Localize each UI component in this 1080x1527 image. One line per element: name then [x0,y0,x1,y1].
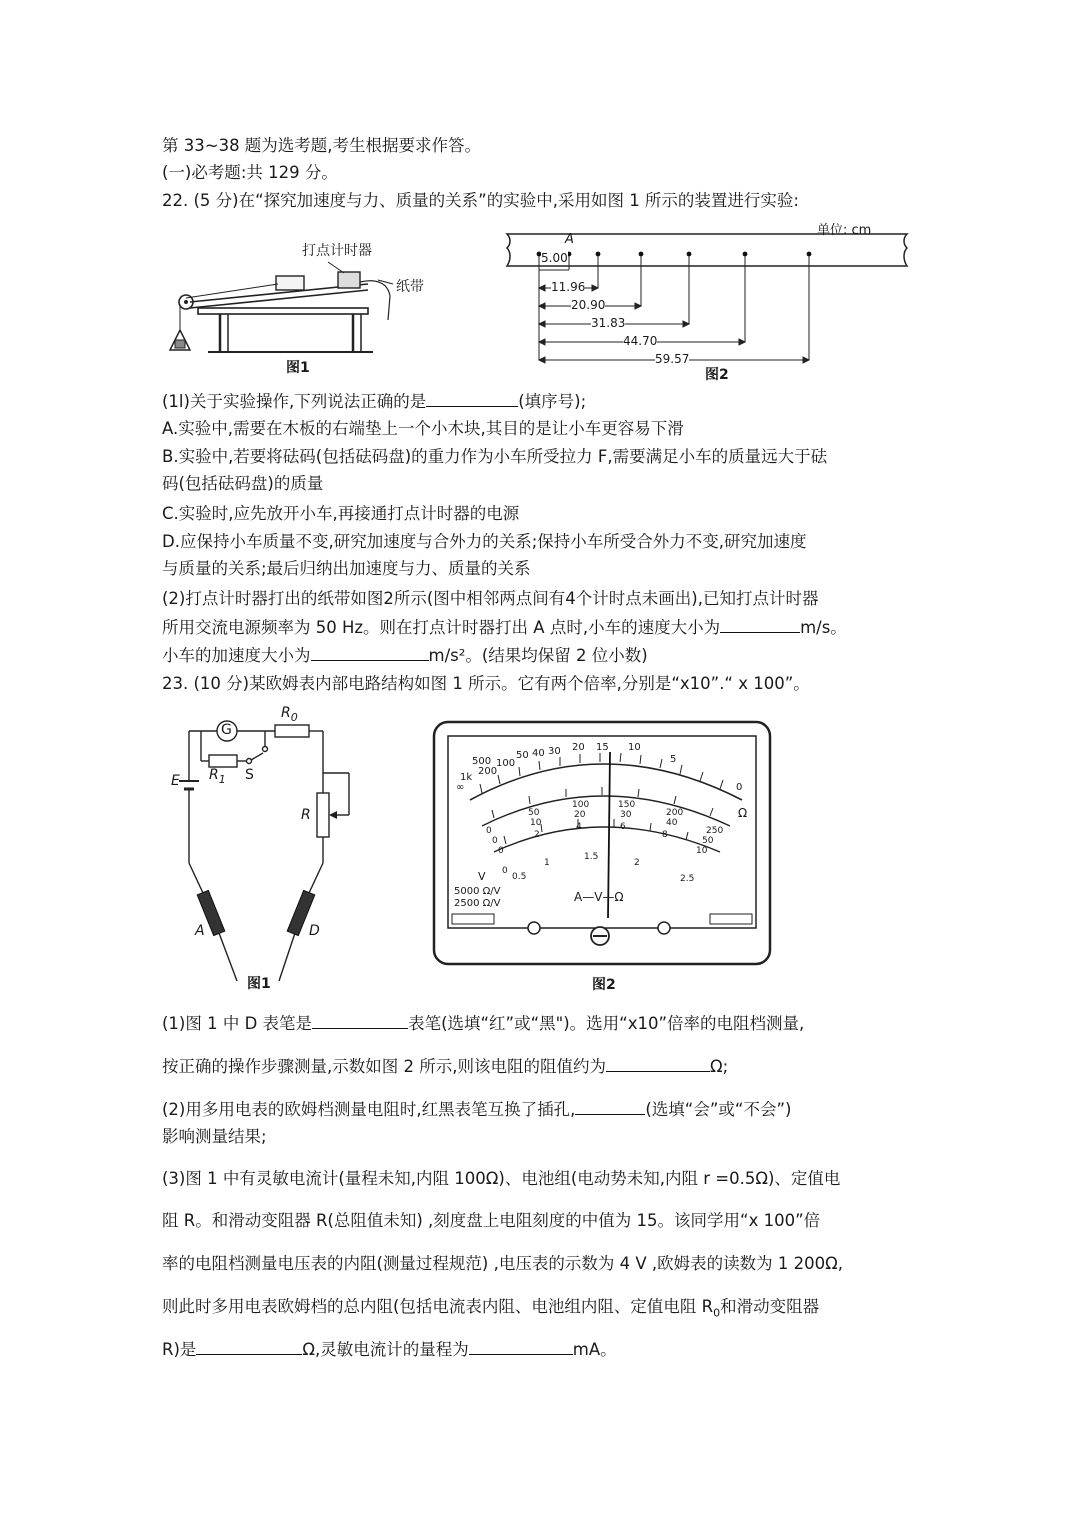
q22-p2-line-2 [162,616,847,639]
r1-letter: R [209,767,219,783]
tape-unit: 单位: cm [817,223,872,238]
q23-p3-text-c: R)是 [162,1340,197,1359]
q22-p1 [162,390,586,413]
point-a-label: A [565,232,574,247]
q23-p1-text-b: 表笔(选填“红”或“黑")。选用“x10”倍率的电阻档测量, [408,1014,805,1033]
probe-d-label: D [309,923,320,939]
mid2-tick-50: 50 [702,836,714,846]
ohm-tick-1k: 1k [460,772,473,783]
answer-blank-q23-3[interactable] [575,1098,645,1115]
dc-mark: V [478,870,486,883]
mid-tick-0: 0 [486,826,492,836]
q23-p3-text-e: mA。 [572,1340,617,1359]
ohm-tick-200: 200 [478,766,498,777]
answer-blank-q22-1[interactable] [426,390,518,407]
ohm-tick-50: 50 [516,750,529,761]
answer-blank-q23-5[interactable] [469,1338,573,1355]
q23-p3-subscript: 0 [713,1306,721,1320]
r1-subscript: 1 [218,772,226,786]
ohm-tick-500: 500 [472,756,492,767]
q22-p2-text-d: m/s²。(结果均保留 2 位小数) [428,646,648,665]
q22-p2-line-1: (2)打点计时器打出的纸带如图2所示(图中相邻两点间有4个计时点未画出),已知打点计时器 [162,589,819,608]
mid3-tick-10: 10 [696,846,708,856]
q22-option-b-line-1: B.实验中,若要将砝码(包括砝码盘)的重力作为小车所受拉力 F,需要满足小车的质量远大于砝 [162,447,828,466]
mid-tick-200: 200 [666,808,684,818]
q23-p3-line-3: 率的电阻档测量电压表的内阻(测量过程规范) ,电压表的示数为 4 V ,欧姆表的读数为 1 200Ω, [162,1254,843,1273]
distance-1: 5.00 [541,251,568,265]
q23-p2-line-1 [162,1098,791,1121]
ohm-tick-30: 30 [548,746,561,757]
q23-figure-2 [430,718,775,998]
mid2-tick-40: 40 [666,818,678,828]
q23-p3-text-b: 和滑动变阻器 [720,1297,820,1316]
distance-4: 31.83 [591,316,626,330]
mid3-tick-0: 0 [498,846,504,856]
mid-tick-50: 50 [528,808,540,818]
q22-figure-1 [168,240,428,380]
q22-figure-2 [505,218,915,386]
ohm-tick-15: 15 [596,742,609,753]
q22-option-d-line-2: 与质量的关系;最后归纳出加速度与力、质量的关系 [162,559,531,578]
mid2-tick-30: 30 [620,810,632,820]
q23-p1-text-a: (1)图 1 中 D 表笔是 [162,1014,313,1033]
answer-blank-q22-3[interactable] [311,644,429,661]
q23-p3-line-1: (3)图 1 中有灵敏电流计(量程未知,内阻 100Ω)、电池组(电动势未知,内阻 r =0.5Ω)、定值电 [162,1169,841,1188]
ohm-tick-100: 100 [496,758,516,769]
timer-label: 打点计时器 [302,243,372,259]
answer-blank-q23-4[interactable] [196,1338,302,1355]
ohm-tick-inf: ∞ [456,782,465,793]
meter-brand: A—V—Ω [574,890,624,904]
q23-p1-line-2 [162,1055,728,1078]
q23-p1-text-d: Ω; [709,1057,729,1076]
q22-option-c: C.实验时,应先放开小车,再接通打点计时器的电源 [162,504,520,523]
low-tick-0: 0 [502,866,508,876]
q22-option-d-line-1: D.应保持小车质量不变,研究加速度与合外力的关系;保持小车所受合外力不变,研究加速度 [162,532,807,551]
distance-6: 59.57 [655,352,690,366]
q23-p3-line-2: 阻 R。和滑动变阻器 R(总阻值未知) ,刻度盘上电阻刻度的中值为 15。该同学用“x 100”倍 [162,1211,821,1230]
answer-blank-q22-2[interactable] [720,616,800,633]
q22-p1-text-b: (填序号); [518,392,587,411]
galvanometer-label: G [221,722,232,738]
mid3-tick-4: 4 [576,822,582,832]
mid-tick-150: 150 [618,800,636,810]
ohm-tick-20: 20 [572,742,585,753]
rheostat-label: R [301,807,311,823]
q23-fig1-caption: 图1 [247,976,271,992]
ohm-tick-10: 10 [628,742,641,753]
switch-label: S [245,767,254,783]
mid2-tick-0: 0 [492,836,498,846]
r0-subscript: 0 [290,710,298,724]
q23-p3-line-5 [162,1338,617,1361]
q23-figure-1 [165,703,375,998]
answer-blank-q23-2[interactable] [606,1055,710,1072]
mid3-tick-6: 6 [620,822,626,832]
sensitivity-2: 2500 Ω/V [454,898,501,909]
distance-5: 44.70 [623,334,658,348]
q23-p3-text-d: Ω,灵敏电流计的量程为 [302,1340,469,1359]
q22-p2-line-3 [162,644,648,667]
header-line-1: 第 33~38 题为选考题,考生根据要求作答。 [162,136,482,155]
header-line-2: (一)必考题:共 129 分。 [162,163,338,182]
q23-title: 23. (10 分)某欧姆表内部电路结构如图 1 所示。它有两个倍率,分别是“x10”.“ x 100”。 [162,674,810,693]
q22-p2-text-c: 小车的加速度大小为 [162,646,311,665]
mid2-tick-10: 10 [530,818,542,828]
q23-p2-text-a: (2)用多用电表的欧姆档测量电阻时,红黑表笔互换了插孔, [162,1100,576,1119]
q22-fig1-caption: 图1 [286,360,310,376]
distance-2: 11.96 [551,280,586,294]
r0-letter: R [281,705,291,721]
q23-p2-text-b: (选填“会”或“不会”) [645,1100,792,1119]
q22-title: 22. (5 分)在“探究加速度与力、质量的关系”的实验中,采用如图 1 所示的装置进行实验: [162,191,799,210]
mid3-tick-2: 2 [534,830,540,840]
ohmmeter-circuit-drawing [165,703,375,998]
ohm-tick-40: 40 [532,748,545,759]
mid3-tick-8: 8 [662,830,668,840]
q22-p1-text-a: (1l)关于实验操作,下列说法正确的是 [162,392,427,411]
q23-fig2-caption: 图2 [592,977,616,993]
r1-label [209,767,226,786]
q22-fig2-caption: 图2 [705,367,729,383]
tape-label: 纸带 [396,279,424,295]
q22-p2-text-b: m/s。 [800,618,847,637]
q22-option-a: A.实验中,需要在木板的右端垫上一个小木块,其目的是让小车更容易下滑 [162,419,684,438]
q22-p2-text-a: 所用交流电源频率为 50 Hz。则在打点计时器打出 A 点时,小车的速度大小为 [162,618,721,637]
q23-p3-line-4 [162,1296,819,1324]
low-tick-1: 1 [544,858,550,868]
probe-a-label: A [195,923,205,939]
r0-label [281,705,298,724]
low-tick-0-5: 0.5 [512,872,527,882]
q23-p2-line-2: 影响测量结果; [162,1127,267,1146]
q23-p1-text-c: 按正确的操作步骤测量,示数如图 2 所示,则该电阻的阻值约为 [162,1057,606,1076]
q23-p1-line-1 [162,1012,804,1035]
low-tick-2-5: 2.5 [680,874,695,884]
q22-option-b-line-2: 码(包括砝码盘)的质量 [162,474,324,493]
distance-3: 20.90 [571,298,606,312]
ohm-tick-0: 0 [736,782,743,793]
mid-tick-100: 100 [572,800,590,810]
emf-label: E [171,773,180,789]
ohm-unit: Ω [738,806,748,820]
mid-tick-250: 250 [706,826,724,836]
ohm-tick-5: 5 [670,754,677,765]
q23-p3-text-a: 则此时多用电表欧姆档的总内阻(包括电流表内阻、电池组内阻、定值电阻 R [162,1297,714,1316]
mid2-tick-20: 20 [574,810,586,820]
low-tick-2: 2 [634,858,640,868]
low-tick-1-5: 1.5 [584,852,599,862]
sensitivity-1: 5000 Ω/V [454,886,501,897]
answer-blank-q23-1[interactable] [312,1012,408,1029]
